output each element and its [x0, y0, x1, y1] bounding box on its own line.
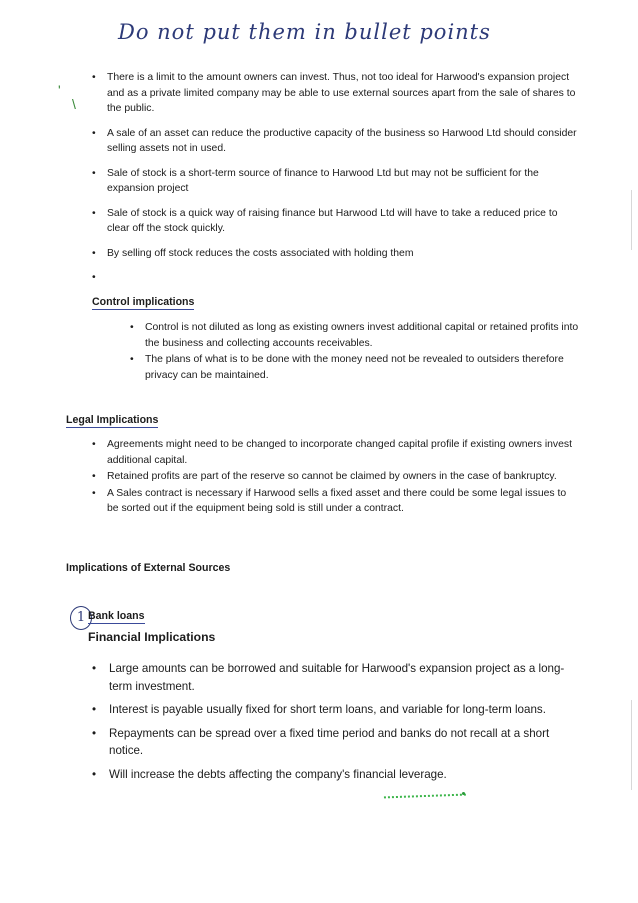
internal-financial-list: [92, 70, 580, 270]
page-edge-line: [631, 190, 632, 250]
green-dot-mark: [462, 792, 465, 795]
bank-loans-heading-text: Bank loans: [88, 610, 145, 622]
list-item: • A Sales contract is necessary if Harwood sells a fixed asset and there could be some legal issues to be sorted out if the equipment being sold is still under a contract.: [92, 486, 580, 517]
list-item: • Large amounts can be borrowed and suitable for Harwood's expansion project as a long-term investment.: [92, 660, 582, 695]
green-tick-mark: \: [72, 96, 76, 112]
handwritten-note: Do not put them in bullet points: [118, 20, 491, 44]
list-item: • Agreements might need to be changed to incorporate changed capital profile if existing owners invest additional capital.: [92, 437, 580, 468]
list-item: • By selling off stock reduces the costs associated with holding them: [92, 246, 580, 262]
page-edge-line: [631, 700, 632, 790]
green-underline-mark: [384, 794, 466, 803]
list-item: • Sale of stock is a quick way of raising finance but Harwood Ltd will have to take a reduced price to clear off the stock quickly.: [92, 206, 580, 237]
bank-loans-heading: [88, 610, 145, 622]
list-item: • Control is not diluted as long as existing owners invest additional capital or retained profits into the business and collecting accounts receivables.: [130, 320, 580, 351]
circled-number: 1: [70, 606, 92, 630]
list-item: • Will increase the debts affecting the company's financial leverage.: [92, 766, 582, 784]
external-sources-heading: Implications of External Sources: [66, 562, 231, 574]
bank-loans-financial-list: [92, 660, 582, 789]
control-heading-text: Control implications: [92, 296, 195, 308]
control-heading: [92, 296, 194, 308]
list-item: • Retained profits are part of the reserve so cannot be claimed by owners in the case of bankruptcy.: [92, 469, 580, 485]
list-item: • Repayments can be spread over a fixed time period and banks do not recall at a short notice.: [92, 725, 582, 760]
green-tick-mark: ': [58, 82, 61, 98]
list-item: • The plans of what is to be done with the money need not be revealed to outsiders therefore privacy can be maintained.: [130, 352, 580, 383]
control-list: [130, 320, 580, 384]
list-item: • Interest is payable usually fixed for short term loans, and variable for long-term loans.: [92, 701, 582, 719]
list-item: • Sale of stock is a short-term source of finance to Harwood Ltd but may not be sufficient for the expansion project: [92, 166, 580, 197]
legal-list: [92, 437, 580, 518]
legal-heading-text: Legal Implications: [66, 414, 159, 426]
list-item: • A sale of an asset can reduce the productive capacity of the business so Harwood Ltd should consider selling assets not in used.: [92, 126, 580, 157]
list-item: • There is a limit to the amount owners can invest. Thus, not too ideal for Harwood's expansion project and as a private limited company may be able to use external sources apart from the sale of shares to the public.: [92, 70, 580, 117]
financial-implications-heading: Financial Implications: [88, 630, 216, 644]
legal-heading: [66, 414, 158, 426]
